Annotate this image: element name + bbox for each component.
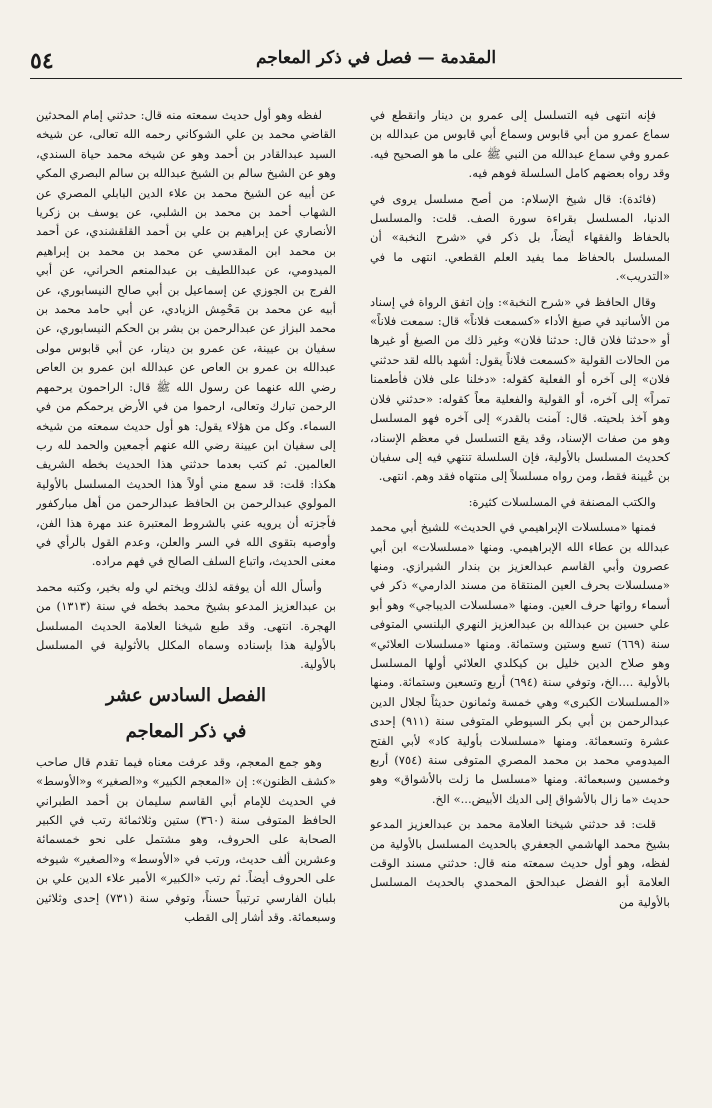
paragraph: وأسأل الله أن يوفقه لذلك ويختم لي وله بخير، وكتبه محمد بن عبدالعزيز المدعو بشيخ محمد بخطه في سنة (١٣١٣) من الهجرة. انتهى. وقد طبع شيخنا العلامة الحديث المسلسل بالأولية هذا بإسناده وسماه المكلل بالأثولية في المسلسل بالأولية.	[36, 579, 336, 672]
header-divider	[30, 78, 682, 79]
right-column	[370, 106, 670, 1096]
section-subtitle: في ذكر المعاجم	[125, 720, 247, 742]
paragraph: وقال الحافظ في «شرح النخبة»: وإن اتفق الرواة في إسناد من الأسانيد في صيغ الأداء «كسمعت فلاناً» قال: سمعت فلاناً» أو «حدثنا فلان قال: حدثنا فلان» وغير ذلك من الصيغ أو غيرها من الحالات القولية «كسمعت فلاناً يقول: أشهد بالله لقد حدثني فلان» إلى آخره أو الفعلية كقوله: «دخلنا على فلان فأطعمنا تمراً» إلى آخره، أو القولية والفعلية معاً كقوله: «حدثني فلان وهو آخذ بلحيته. قال: آمنت بالقدر» إلى آخره فهو المسلسل وهو من صفات الإسناد، وقد يقع التسلسل في معظم الإسناد، كحديث المسلسل بالأولية، فإن السلسلة تنتهي فيه إلى سفيان بن عُيينة فقط، ومن رواه مسلسلاً إلى منتهاه فقد وهم. انتهى.	[370, 294, 670, 484]
running-title: المقدمة — فصل في ذكر المعاجم	[255, 48, 497, 68]
left-column	[36, 106, 336, 1096]
page-number: ٥٤	[30, 48, 54, 74]
paragraph: قلت: قد حدثني شيخنا العلامة محمد بن عبدالعزيز المدعو بشيخ محمد الهاشمي الجعفري بالحديث المسلسل بالأولية من لفظه، وهو أول حديث سمعته منه قال: حدثني مسند الوقت العلامة أبو الفضل عبدالحق المحمدي بالحديث المسلسل بالأولية من	[370, 817, 670, 909]
paragraph: (فائدة): قال شيخ الإسلام: من أصح مسلسل يروى في الدنيا، المسلسل بقراءة سورة الصف. قلت: والمسلسل بالحفاظ والفقهاء أيضاً، بل ذكر في «شرح النخبة» أن المسلسل بالحفاظ مما يفيد العلم القطعي. انتهى ما في «التدريب».	[370, 191, 670, 284]
section-title: الفصل السادس عشر	[105, 684, 267, 706]
paragraph: فإنه انتهى فيه التسلسل إلى عمرو بن دينار وانقطع في سماع عمرو من أبي قابوس وسماع أبي قابوس من عبدالله بن عمرو وفي سماع عبدالله من النبي ﷺ على ما هو الصحيح فيه. وقد رواه بعضهم كامل السلسلة فوهم فيه.	[370, 108, 670, 181]
paragraph: وهو جمع المعجم، وقد عرفت معناه فيما تقدم قال صاحب «كشف الظنون»: إن «المعجم الكبير» و«الصغير» و«الأوسط» في الحديث للإمام أبي القاسم سليمان بن أحمد الطبراني الحافظ المتوفى سنة (٣٦٠) ستين وثلاثمائة رتب في الكبير الصحابة على الحروف، وهو مشتمل على نحو خمسمائة وعشرين ألف حديث، ورتب في «الأوسط» و«الصغير» شيوخه على الحروف أيضاً. ثم رتب «الكبير» الأمير علاء الدين علي بن بلبان الفارسي ترتيباً حسناً، وتوفي سنة (٧٣١) إحدى وثلاثين وسبعمائة. وقد أشار إلى القطب	[36, 754, 336, 925]
paragraph: لفظه وهو أول حديث سمعته منه قال: حدثني إمام المحدثين القاضي محمد بن علي الشوكاني رحمه الله تعالى، عن شيخه السيد عبدالقادر بن أحمد وهو عن شيخه محمد حياة السندي، وهو عن الشيخ سالم بن الشيخ عبدالله بن سالم البصري المكي عن أبيه عن الشيخ محمد بن علاء الدين البابلي المصري عن الشهاب أحمد بن محمد بن الشلبي، عن يوسف بن زكريا الأنصاري عن إبراهيم بن علي بن أحمد القلقشندي، عن أحمد بن محمد ابن المقدسي عن محمد بن محمد بن إبراهيم الميدومي، عن عبداللطيف بن عبدالمنعم الحراني، عن أبي الفرج بن الجوزي عن إسماعيل بن أبي صالح النيسابوري، عن أبيه عن محمد بن مَحْمِش الزيادي، عن أبي حامد محمد بن محمد البزاز عن عبدالرحمن بن بشر بن الحكم النيسابوري، عن سفيان بن عيينة، عن عمرو بن دينار، عن أبي قابوس مولى عبدالله بن عمرو بن العاص عن عبدالله ابن عمرو بن العاص رضي الله عنهما عن رسول الله ﷺ قال: الراحمون يرحمهم الرحمن تبارك وتعالى، ارحموا من في الأرض يرحمكم من في السماء. وكل من هؤلاء يقول: هو أول حديث سمعته من شيخه إلى سفيان ابن عيينة رضي الله عنهم أجمعين والحمد لله رب العالمين. ثم كتب بعدما حدثني هذا الحديث بخطه الشريف هكذا: قلت: قد سمع مني أولاً هذا الحديث المسلسل بالأولية المولوي عبدالرحمن بن الحافظ عبدالرحمن من أهل مباركفور فأجزته أن يرويه عني بالشروط المعتبرة عند مهرة هذا الفن، وأوصيه بتقوى الله في السر والعلن، وعدم القول بالرأي في معنى الحديث، واتباع السلف الصالح في فهم مراده.	[36, 108, 336, 569]
paragraph: فمنها «مسلسلات الإبراهيمي في الحديث» للشيخ أبي محمد عبدالله بن عطاء الله الإبراهيمي. ومنها «مسلسلات» ابن أبي عصرون وأبي القاسم عبدالعزيز بن بندار الشيرازي. ومنها «مسلسلات بحرف العين المنتقاة من مسند الدارمي» ذكر في أسماء رواتها حرف العين. ومنها «مسلسلات الديباجي» وهو أبو علي حسين بن عبدالله بن عبدالعزيز النهري البلنسي المتوفى سنة (٦٦٩) تسع وستين وستمائة. ومنها «مسلسلات العلائي» وهو صلاح الدين خليل بن كيكلدي العلائي أولها المسلسل بالأولية ....الخ، وتوفي سنة (٦٩٤) أربع وتسعين وستمائة. ومنها «المسلسلات الكبرى» وهي خمسة وثمانون حديثاً لجلال الدين عبدالرحمن بن أبي بكر السيوطي المتوفى سنة (٩١١) إحدى عشرة وتسعمائة. ومنها «مسلسلات بأولية كاد» لأبي الفتح الميدومي محمد بن محمد المصري المتوفى سنة (٧٥٤) أربع وخمسين وسبعمائة. ومنها «مسلسل ما زلت بالأشواق» وهو حديث «ما زال بالأشواق إلى الديك الأبيض...» الخ.	[370, 520, 670, 806]
paragraph: والكتب المصنفة في المسلسلات كثيرة:	[468, 494, 656, 509]
page-header	[30, 40, 682, 76]
